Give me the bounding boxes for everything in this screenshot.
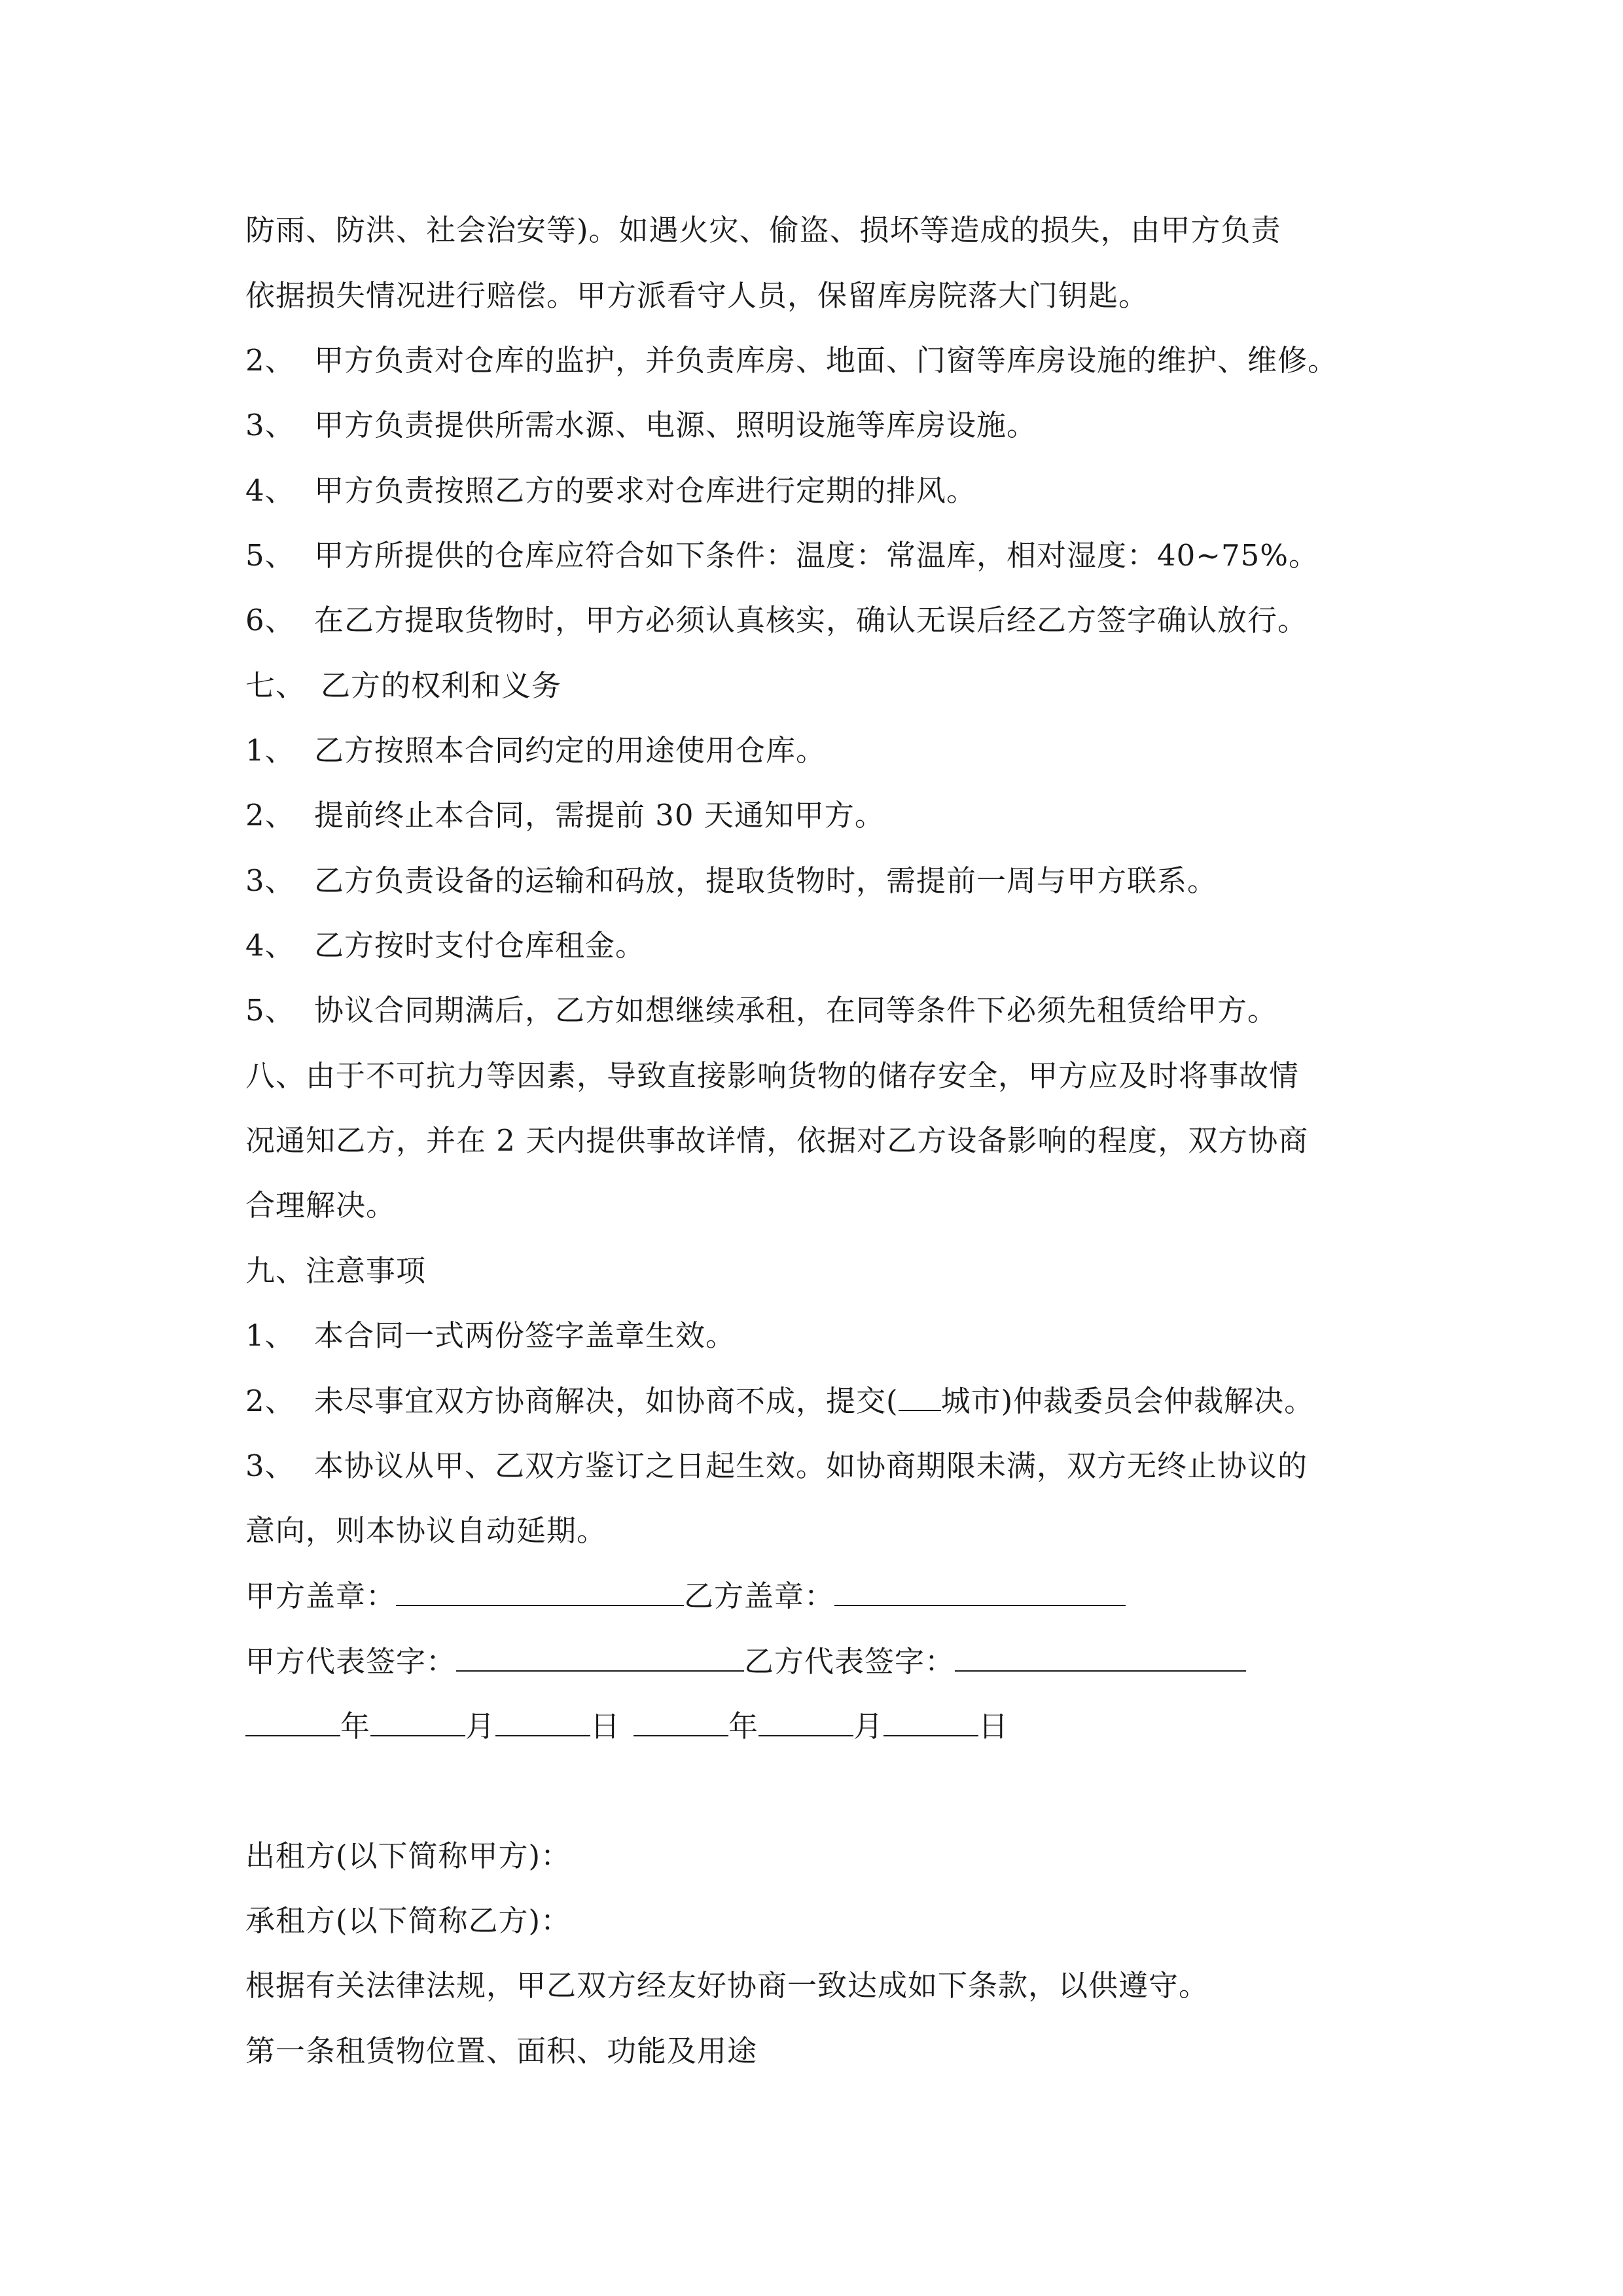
lessee-line: 承租方(以下简称乙方)： [245, 1903, 571, 1938]
party-b-item-4 [245, 926, 1417, 965]
item-text: 甲方负责提供所需水源、电源、照明设施等库房设施。 [314, 408, 1037, 442]
item-text: 甲方所提供的仓库应符合如下条件：温度：常温库，相对湿度：40~75%。 [314, 538, 1319, 573]
section-number: 七、 [245, 668, 306, 703]
item-number: 5、 [245, 993, 295, 1028]
seal-line [245, 1576, 1417, 1616]
item-text: 协议合同期满后，乙方如想继续承租，在同等条件下必须先租赁给甲方。 [314, 993, 1278, 1028]
section-8-line-3: 合理解决。 [245, 1188, 397, 1223]
item-number: 4、 [245, 473, 295, 508]
item-number: 4、 [245, 928, 295, 963]
party-b-seal-label: 乙方盖章： [684, 1579, 835, 1613]
section-title: 乙方的权利和义务 [321, 668, 562, 703]
section-9-item-3-continuation: 意向，则本协议自动延期。 [245, 1513, 607, 1548]
party-b-item-3 [245, 861, 1417, 901]
year-label-b: 年 [728, 1709, 759, 1744]
day-label-b: 日 [978, 1709, 1009, 1744]
party-b-item-1 [245, 731, 1417, 770]
item-number: 3、 [245, 1448, 295, 1483]
item-number: 5、 [245, 538, 295, 573]
party-a-item-3 [245, 406, 1417, 445]
party-a-seal-blank [396, 1576, 684, 1606]
city-blank-field [899, 1381, 941, 1411]
day-label-a: 日 [590, 1709, 621, 1744]
item-number: 2、 [245, 1384, 295, 1418]
item-text: 提前终止本合同，需提前 30 天通知甲方。 [314, 798, 885, 833]
party-a-item-2 [245, 341, 1417, 380]
year-blank-b [633, 1706, 728, 1736]
section-9-item-2 [245, 1381, 1417, 1421]
party-a-rep-blank [456, 1641, 744, 1672]
party-b-item-5 [245, 991, 1417, 1030]
item-number: 3、 [245, 863, 295, 898]
section-9-item-1 [245, 1316, 1417, 1355]
party-a-item-5 [245, 536, 1417, 575]
article-1-heading: 第一条租赁物位置、面积、功能及用途 [245, 2034, 758, 2068]
item-text: 乙方按照本合同约定的用途使用仓库。 [314, 733, 827, 768]
item-text: 本协议从甲、乙双方鉴订之日起生效。如协商期限未满，双方无终止协议的 [314, 1448, 1308, 1483]
day-blank-b [883, 1706, 978, 1736]
day-blank-a [495, 1706, 590, 1736]
party-b-item-2 [245, 796, 1417, 835]
year-label-a: 年 [340, 1709, 371, 1744]
month-blank-a [370, 1706, 465, 1736]
month-label-b: 月 [853, 1709, 884, 1744]
item-text: 甲方负责对仓库的监护，并负责库房、地面、门窗等库房设施的维护、维修。 [314, 343, 1338, 378]
section-7-heading [245, 666, 1417, 706]
party-b-seal-blank [834, 1576, 1126, 1606]
party-b-rep-label: 乙方代表签字： [744, 1644, 955, 1679]
item-number: 3、 [245, 408, 295, 442]
item-number: 1、 [245, 1318, 295, 1353]
party-a-item-4 [245, 471, 1417, 511]
party-a-seal-label: 甲方盖章： [245, 1579, 397, 1613]
section-8-line-2: 况通知乙方，并在 2 天内提供事故详情，依据对乙方设备影响的程度，双方协商 [245, 1123, 1309, 1158]
lessor-line: 出租方(以下简称甲方)： [245, 1839, 571, 1873]
item-number: 6、 [245, 603, 295, 637]
month-blank-b [758, 1706, 853, 1736]
item-number: 2、 [245, 798, 295, 833]
date-line [245, 1706, 1417, 1746]
item-text: 在乙方提取货物时，甲方必须认真核实，确认无误后经乙方签字确认放行。 [314, 603, 1308, 637]
month-label-a: 月 [465, 1709, 496, 1744]
item-number: 1、 [245, 733, 295, 768]
item-text: 乙方按时支付仓库租金。 [314, 928, 646, 963]
item-text: 甲方负责按照乙方的要求对仓库进行定期的排风。 [314, 473, 977, 508]
section-9-item-3 [245, 1446, 1417, 1486]
party-a-rep-label: 甲方代表签字： [245, 1644, 457, 1679]
clause-continuation-line-1: 防雨、防洪、社会治安等)。如遇火灾、偷盗、损坏等造成的损失，由甲方负责 [245, 213, 1281, 247]
item-text-after: 城市)仲裁委员会仲裁解决。 [940, 1384, 1315, 1418]
party-a-item-6 [245, 601, 1417, 640]
preamble-line: 根据有关法律法规，甲乙双方经友好协商一致达成如下条款，以供遵守。 [245, 1968, 1209, 2003]
item-text: 乙方负责设备的运输和码放，提取货物时，需提前一周与甲方联系。 [314, 863, 1218, 898]
clause-continuation-line-2: 依据损失情况进行赔偿。甲方派看守人员，保留库房院落大门钥匙。 [245, 278, 1149, 313]
item-number: 2、 [245, 343, 295, 378]
section-8-line-1: 八、由于不可抗力等因素，导致直接影响货物的储存安全，甲方应及时将事故情 [245, 1058, 1300, 1093]
section-9-heading: 九、注意事项 [245, 1253, 427, 1288]
item-text: 本合同一式两份签字盖章生效。 [314, 1318, 736, 1353]
representative-line [245, 1641, 1417, 1681]
year-blank-a [245, 1706, 340, 1736]
item-text-before: 未尽事宜双方协商解决，如协商不成，提交( [314, 1384, 899, 1418]
party-b-rep-blank [955, 1641, 1246, 1672]
